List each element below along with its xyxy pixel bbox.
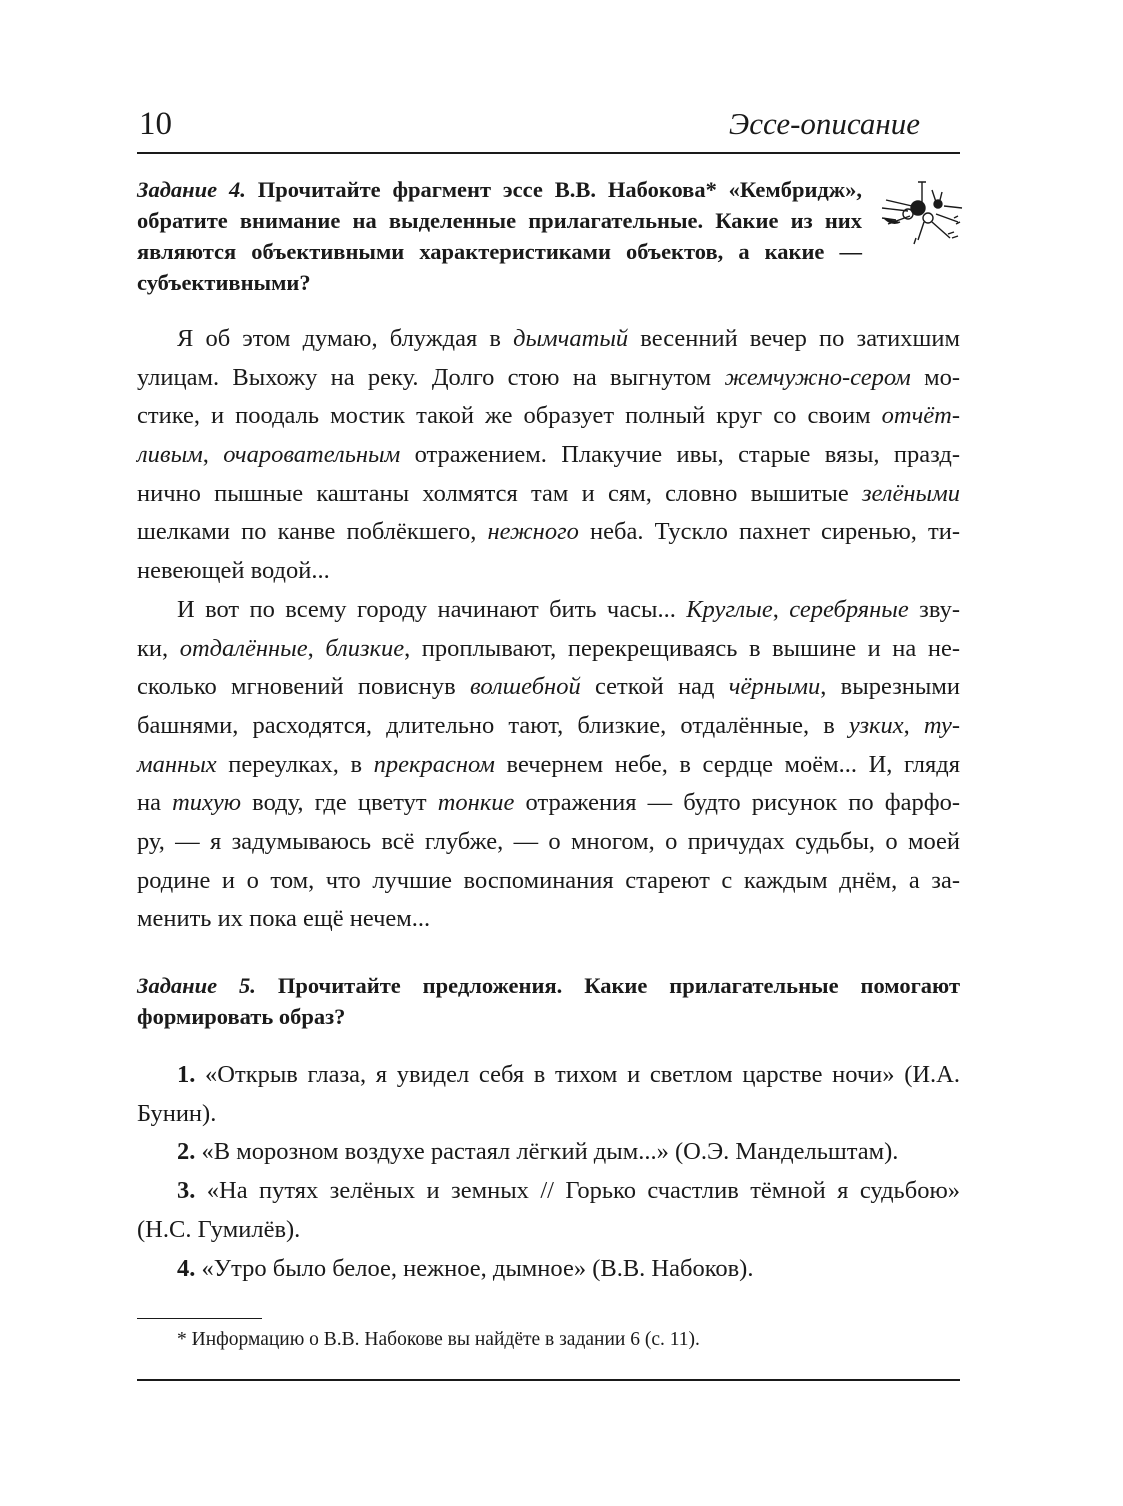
essay-line: менить их пока ещё нечем...: [137, 905, 431, 933]
essay-line: сколько мгновений повиснув волшебной сеткой над чёрными, вырезными: [137, 673, 960, 701]
essay-fragment: [137, 320, 960, 939]
task-5-label: Задание 5.: [137, 973, 256, 998]
essay-line: ки, отдалённые, близкие, проплывают, перекрещиваясь в вышине и на не-: [137, 634, 960, 662]
page-bottom-rule: [137, 1379, 960, 1381]
task-5-heading: [137, 970, 960, 1032]
page-header: [137, 100, 960, 154]
footnote-divider: [137, 1318, 262, 1319]
essay-line: стике, и поодаль мостик такой же образует полный круг со своим отчёт-: [137, 402, 960, 430]
task-4-label: Задание 4.: [137, 177, 246, 202]
essay-line: ру, — я задумываюсь всё глубже, — о многом, о причудах судьбы, о моей: [137, 827, 960, 855]
essay-line: шелками по канве поблёкшего, нежного неба. Тускло пахнет сиренью, ти-: [137, 518, 960, 546]
essay-line: на тихую воду, где цветут тонкие отражения — будто рисунок по фарфо-: [137, 789, 960, 817]
footnote: * Информацию о В.В. Набокове вы найдёте в задании 6 (с. 11).: [177, 1329, 700, 1350]
running-title: Эссе-описание: [728, 106, 920, 141]
essay-line: ливым, очаровательным отражением. Плакучие ивы, старые вязы, празд-: [137, 441, 960, 469]
sentence-item: 2. «В морозном воздухе растаял лёгкий дым...» (О.Э. Мандельштам).: [177, 1138, 899, 1166]
essay-line: нично пышные каштаны холмятся там и сям, словно вышитые зелёными: [137, 479, 960, 507]
task-4-heading: [137, 174, 862, 298]
essay-line: улицам. Выхожу на реку. Долго стою на выгнутом жемчужно-сером мо-: [137, 363, 960, 391]
sentence-list: [137, 1056, 960, 1288]
essay-line: манных переулках, в прекрасном вечернем небе, в сердце моём... И, глядя: [137, 750, 961, 778]
sentence-item: 1. «Открыв глаза, я увидел себя в тихом и светлом царстве ночи» (И.А. Бунин).: [137, 1061, 960, 1127]
essay-line: родине и о том, что лучшие воспоминания стареют с каждым днём, а за-: [137, 866, 960, 894]
keys-icon: [878, 178, 964, 248]
task-4-text: Прочитайте фрагмент эссе В.В. Набокова* «Кембридж», обратите внимание на выделенные прилагательные. Какие из них являются объективными характеристиками объектов, а какие — субъективными?: [137, 177, 862, 295]
essay-line: башнями, расходятся, длительно тают, близкие, отдалённые, в узких, ту-: [137, 711, 961, 739]
essay-line: невеющей водой...: [137, 557, 330, 585]
sentence-item: 3. «На путях зелёных и земных // Горько счастлив тёмной я судьбою» (Н.С. Гумилёв).: [137, 1177, 960, 1243]
sentence-item: 4. «Утро было белое, нежное, дымное» (В.В. Набоков).: [177, 1254, 754, 1282]
task-5-text: Прочитайте предложения. Какие прилагательные помогают формировать образ?: [137, 973, 960, 1029]
essay-line: Я об этом думаю, блуждая в дымчатый весенний вечер по затихшим: [177, 325, 960, 352]
essay-line: И вот по всему городу начинают бить часы... Круглые, серебряные зву-: [177, 595, 960, 623]
page-number: 10: [139, 106, 172, 142]
